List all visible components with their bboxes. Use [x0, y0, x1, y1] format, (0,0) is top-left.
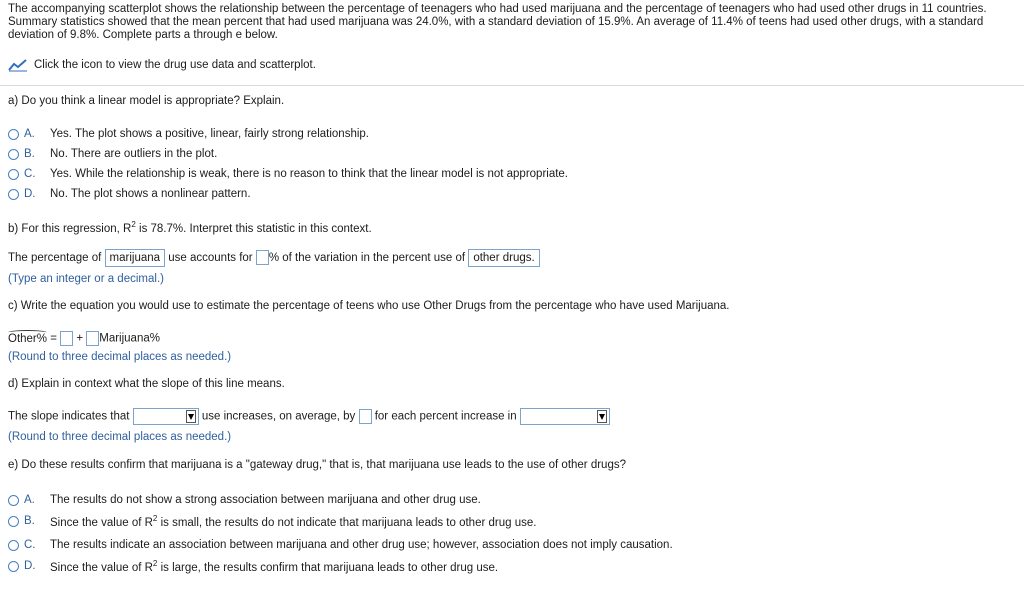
option-letter: B. — [24, 148, 35, 160]
option-text-post: is small, the results do not indicate that marijuana leads to other drug use. — [157, 516, 537, 529]
answer-b-text3: % of the variation in the percent use of — [268, 252, 466, 264]
hint-d: (Round to three decimal places as needed.) — [8, 431, 232, 443]
intercept-input[interactable] — [60, 331, 73, 346]
option-text: No. There are outliers in the plot. — [50, 148, 218, 160]
option-letter: A. — [24, 494, 35, 506]
question-a: a) Do you think a linear model is appropriate? Explain. — [8, 95, 285, 107]
option-letter: C. — [24, 539, 36, 551]
question-b-post: is 78.7%. Interpret this statistic in this context. — [135, 222, 372, 235]
option-letter: D. — [24, 560, 36, 573]
radio-button[interactable] — [8, 516, 19, 527]
option-text-sup: 2 — [152, 514, 158, 523]
equation-rhs: Marijuana% — [99, 332, 160, 345]
radio-button[interactable] — [8, 129, 19, 140]
radio-button[interactable] — [8, 540, 19, 551]
data-link[interactable] — [8, 58, 316, 72]
radio-button[interactable] — [8, 495, 19, 506]
equation-lhs: Other% — [8, 332, 47, 345]
problem-statement: The accompanying scatterplot shows the relationship between the percentage of teenagers who had used marijuana and the percentage of teenagers who had used other drugs in 11 countries. Summary statistics showed that the mean percent that had used marijuana was 24.0%, with a standard deviation of 15.9%. An average of 11.4% of teens had used other drugs, with a standard deviation of 9.8%. Complete parts a through e below. — [8, 3, 987, 41]
answer-d-text1: The slope indicates that — [8, 410, 130, 423]
hint-b: (Type an integer or a decimal.) — [8, 273, 164, 285]
slope-value-input[interactable] — [359, 409, 372, 424]
variable-dropdown-1[interactable] — [133, 408, 199, 425]
question-c: c) Write the equation you would use to estimate the percentage of teens who use Other Drugs from the percentage who have used Marijuana. — [8, 300, 730, 312]
question-d: d) Explain in context what the slope of this line means. — [8, 378, 285, 390]
question-b — [8, 220, 372, 235]
answer-b-text2: use accounts for — [168, 252, 253, 264]
question-b-sup: 2 — [131, 220, 136, 229]
option-letter: D. — [24, 188, 36, 200]
answer-b-percent-input[interactable] — [256, 250, 269, 265]
option-text: The results do not show a strong association between marijuana and other drug use. — [50, 494, 481, 506]
option-text: Yes. While the relationship is weak, there is no reason to think that the linear model is not appropriate. — [50, 168, 569, 180]
radio-button[interactable] — [8, 169, 19, 180]
data-link-label[interactable]: Click the icon to view the drug use data and scatterplot. — [34, 59, 316, 71]
option-text: The results indicate an association between marijuana and other drug use; however, association does not imply causation. — [50, 539, 673, 551]
hint-c: (Round to three decimal places as needed.) — [8, 351, 232, 363]
chart-icon[interactable] — [8, 58, 28, 72]
answer-b-text1: The percentage of — [8, 252, 102, 264]
variable-dropdown-2[interactable] — [520, 408, 610, 425]
option-a-B[interactable] — [8, 148, 217, 160]
answer-d-text2: use increases, on average, by — [201, 410, 356, 423]
equation-equals: = — [50, 332, 57, 345]
option-a-A[interactable] — [8, 128, 369, 140]
radio-button[interactable] — [8, 189, 19, 200]
dropdown-arrow-icon[interactable] — [186, 410, 196, 423]
option-a-C[interactable] — [8, 168, 568, 180]
option-letter: C. — [24, 168, 36, 180]
option-text: Yes. The plot shows a positive, linear, fairly strong relationship. — [50, 128, 369, 140]
option-text-post: is large, the results confirm that marijuana leads to other drug use. — [157, 561, 499, 574]
divider — [0, 85, 1024, 86]
equation-plus: + — [76, 332, 84, 345]
equation — [8, 331, 160, 346]
answer-d-text3: for each percent increase in — [374, 410, 517, 423]
option-a-D[interactable] — [8, 188, 251, 200]
option-text — [50, 514, 536, 529]
option-e-C[interactable] — [8, 539, 673, 551]
option-text — [50, 559, 498, 574]
option-text-pre: Since the value of R — [50, 561, 153, 574]
radio-button[interactable] — [8, 149, 19, 160]
question-e: e) Do these results confirm that marijuana is a "gateway drug," that is, that marijuana use leads to the use of other drugs? — [8, 459, 626, 471]
option-e-B[interactable] — [8, 514, 536, 529]
option-text: No. The plot shows a nonlinear pattern. — [50, 188, 251, 200]
option-text-sup: 2 — [152, 559, 158, 568]
option-letter: A. — [24, 128, 35, 140]
answer-d-sentence — [8, 408, 610, 425]
option-e-D[interactable] — [8, 559, 498, 574]
dropdown-arrow-icon[interactable] — [597, 410, 607, 423]
question-b-pre: b) For this regression, R — [8, 222, 132, 235]
slope-input[interactable] — [86, 331, 99, 346]
radio-button[interactable] — [8, 561, 19, 572]
answer-b-sentence — [8, 249, 540, 267]
answer-b-variable2[interactable]: other drugs. — [468, 249, 539, 267]
answer-b-variable1[interactable]: marijuana — [105, 249, 166, 267]
option-e-A[interactable] — [8, 494, 481, 506]
option-text-pre: Since the value of R — [50, 516, 153, 529]
option-letter: B. — [24, 515, 35, 528]
